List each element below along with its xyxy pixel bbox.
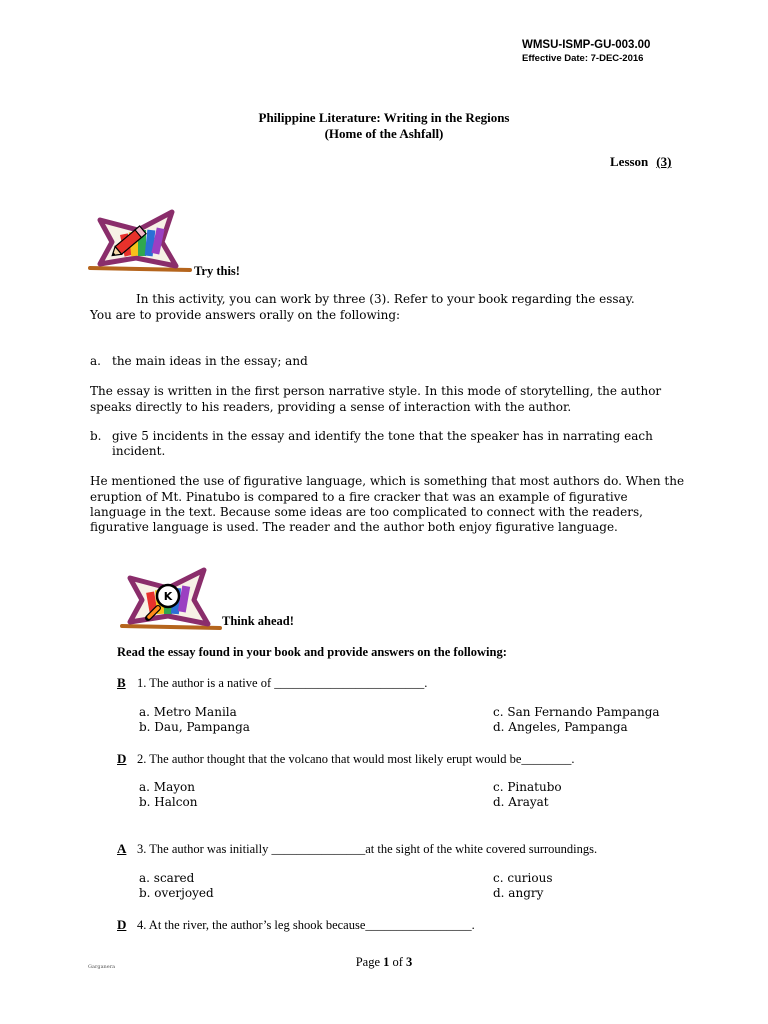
option-2d: d. Arayat: [493, 795, 549, 809]
pencil-banner-icon: [86, 206, 194, 274]
option-1b: b. Dau, Pampanga: [139, 720, 250, 734]
answer-4: D: [117, 917, 127, 932]
effective-date: Effective Date: 7-DEC-2016: [522, 53, 644, 64]
option-2c: c. Pinatubo: [493, 780, 562, 794]
item-b-line-2: incident.: [112, 444, 166, 458]
page-title: Philippine Literature: Writing in the Regions: [258, 110, 510, 125]
option-3a: a. scared: [139, 871, 195, 885]
page-label: Page: [355, 955, 380, 969]
question-2-text: 2. The author thought that the volcano that would most likely erupt would be________.: [137, 752, 575, 766]
think-ahead-label: Think ahead!: [222, 614, 294, 628]
question-4-text: 4. At the river, the author’s leg shook because_________________.: [137, 918, 475, 932]
option-3c: c. curious: [493, 871, 553, 885]
answer-2: D: [117, 751, 127, 766]
question-3-text: 3. The author was initially _______________at the sight of the white covered surroundings.: [137, 842, 598, 856]
para2-line-2: eruption of Mt. Pinatubo is compared to a fire cracker that was an example of figurative: [90, 490, 628, 504]
intro-line-2: You are to provide answers orally on the following:: [90, 308, 401, 322]
instruction: Read the essay found in your book and provide answers on the following:: [117, 645, 507, 659]
option-1d: d. Angeles, Pampanga: [493, 720, 628, 734]
question-1-text: 1. The author is a native of ________________________.: [137, 676, 428, 690]
lesson-number: (3): [656, 154, 672, 169]
banner-pole: [122, 626, 220, 628]
page-number: [0, 955, 768, 970]
question-1: [117, 675, 427, 691]
answer-3: A: [117, 841, 127, 856]
lesson-label: [610, 154, 671, 170]
lesson-text: Lesson: [610, 154, 649, 169]
option-2a: a. Mayon: [139, 780, 195, 794]
item-b-marker: b.: [90, 429, 102, 443]
intro-line-1: In this activity, you can work by three (3). Refer to your book regarding the essay.: [136, 292, 635, 306]
para2-line-4: figurative language is used. The reader and the author both enjoy figurative language.: [90, 520, 618, 534]
svg-text:K: K: [163, 590, 173, 603]
magnifier-banner-icon: [118, 566, 224, 634]
page-subtitle: (Home of the Ashfall): [324, 126, 444, 141]
document-code: WMSU-ISMP-GU-003.00: [522, 39, 651, 51]
item-b-line-1: give 5 incidents in the essay and identify the tone that the speaker has in narrating each: [112, 429, 653, 443]
para2-line-1: He mentioned the use of figurative language, which is something that most authors do. When the: [90, 474, 685, 488]
page-total: 3: [406, 955, 413, 969]
answer-1: B: [117, 675, 126, 690]
item-a-text: the main ideas in the essay; and: [112, 354, 308, 368]
para2-line-3: language in the text. Because some ideas are too complicated to connect with the readers,: [90, 505, 643, 519]
option-3d: d. angry: [493, 886, 544, 900]
question-4: [117, 917, 475, 933]
page-of: of: [392, 955, 403, 969]
option-3b: b. overjoyed: [139, 886, 214, 900]
para1-line-1: The essay is written in the first person narrative style. In this mode of storytelling, the author: [90, 384, 662, 398]
option-1c: c. San Fernando Pampanga: [493, 705, 660, 719]
question-3: [117, 841, 597, 857]
para1-line-2: speaks directly to his readers, providing a sense of interaction with the author.: [90, 400, 572, 414]
option-1a: a. Metro Manila: [139, 705, 237, 719]
option-2b: b. Halcon: [139, 795, 198, 809]
try-this-label: Try this!: [194, 264, 240, 278]
question-2: [117, 751, 575, 767]
footer-author: Garganera: [88, 964, 116, 970]
page-current: 1: [383, 955, 390, 969]
item-a-marker: a.: [90, 354, 101, 368]
